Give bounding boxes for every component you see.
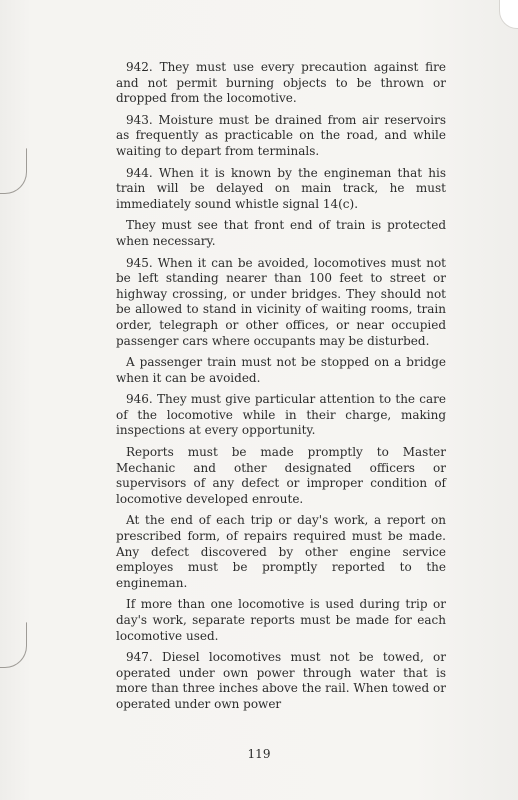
rule-943: 943. Moisture must be drained from air reservoirs as frequently as practicable on the road, and while waiting to depart from terminals.	[116, 112, 446, 158]
binder-hole-bottom	[0, 622, 27, 668]
rule-947: 947. Diesel locomotives must not be towed, or operated under own power through water that is more than three inches above the rail. When towed or operated under own power	[116, 650, 446, 711]
rule-946-reports: Reports must be made promptly to Master Mechanic and other designated officers or supervisors of any defect or improper condition of locomotive developed enroute.	[116, 445, 446, 506]
page-corner	[499, 0, 518, 29]
rule-945: 945. When it can be avoided, locomotives must not be left standing nearer than 100 feet to street or highway crossing, or under bridges. They should not be allowed to stand in vicinity of waiting rooms, train order, telegraph or other offices, or near occupied passenger cars where occupants may be disturbed.	[116, 255, 446, 348]
rule-944-continued: They must see that front end of train is protected when necessary.	[116, 218, 446, 248]
rule-942: 942. They must use every precaution against fire and not permit burning objects to be thrown or dropped from the locomotive.	[116, 60, 446, 106]
rule-946-trip-report: At the end of each trip or day's work, a report on prescribed form, of repairs required must be made. Any defect discovered by other engine service employes must be promptly reported to the engineman.	[116, 513, 446, 590]
binder-hole-top	[0, 148, 27, 194]
rules-text	[116, 60, 446, 719]
rule-944: 944. When it is known by the engineman that his train will be delayed on main track, he must immediately sound whistle signal 14(c).	[116, 165, 446, 211]
rule-946-multiple-locomotives: If more than one locomotive is used during trip or day's work, separate reports must be made for each locomotive used.	[116, 597, 446, 643]
rule-945-continued: A passenger train must not be stopped on a bridge when it can be avoided.	[116, 355, 446, 385]
rule-946: 946. They must give particular attention to the care of the locomotive while in their charge, making inspections at every opportunity.	[116, 392, 446, 438]
page-number: 119	[247, 747, 271, 761]
